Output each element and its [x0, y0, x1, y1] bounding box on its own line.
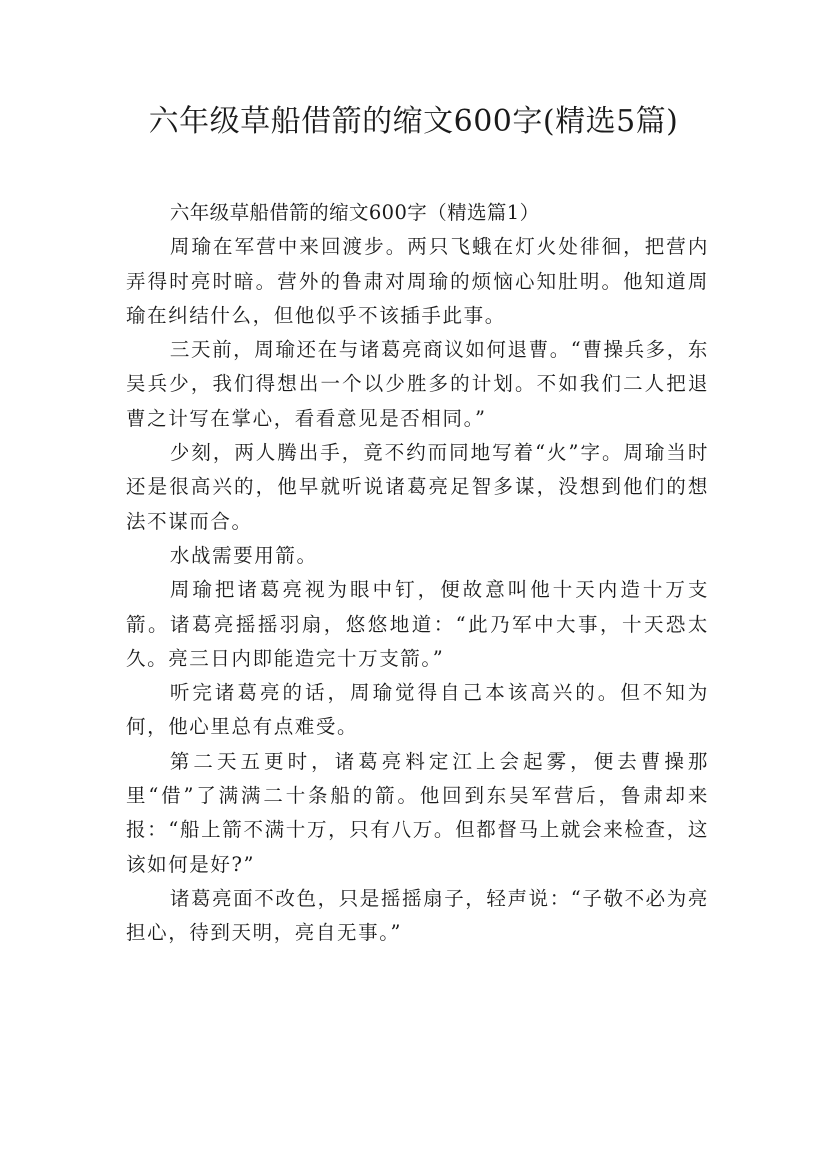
section-heading: 六年级草船借箭的缩文600字（精选篇1）	[169, 201, 540, 224]
paragraph: 诸葛亮面不改色，只是摇摇扇子，轻声说：“子敬不必为亮担心，待到天明，亮自无事。”	[126, 886, 709, 945]
paragraph: 少刻，两人腾出手，竟不约而同地写着“火”字。周瑜当时还是很高兴的，他早就听说诸葛亮足智多谋，没想到他们的想法不谋而合。	[126, 441, 709, 533]
paragraph: 水战需要用箭。	[169, 543, 318, 567]
paragraph: 听完诸葛亮的话，周瑜觉得自己本该高兴的。但不知为何，他心里总有点难受。	[126, 681, 709, 739]
paragraph: 周瑜在军营中来回渡步。两只飞蛾在灯火处徘徊，把营内弄得时亮时暗。营外的鲁肃对周瑜的烦恼心知肚明。他知道周瑜在纠结什么，但他似乎不该插手此事。	[126, 235, 709, 327]
paragraph: 第二天五更时，诸葛亮料定江上会起雾，便去曹操那里“借”了满满二十条船的箭。他回到东吴军营后，鲁肃却来报：“船上箭不满十万，只有八万。但都督马上就会来检查，这该如何是好?”	[126, 749, 709, 876]
document-title: 六年级草船借箭的缩文600字(精选5篇)	[148, 104, 679, 139]
document-body	[126, 196, 709, 951]
paragraph: 三天前，周瑜还在与诸葛亮商议如何退曹。“曹操兵多，东吴兵少，我们得想出一个以少胜多的计划。不如我们二人把退曹之计写在掌心，看看意见是否相同。”	[126, 338, 709, 430]
paragraph: 周瑜把诸葛亮视为眼中钉，便故意叫他十天内造十万支箭。诸葛亮摇摇羽扇，悠悠地道：“此乃军中大事，十天恐太久。亮三日内即能造完十万支箭。”	[126, 578, 709, 670]
